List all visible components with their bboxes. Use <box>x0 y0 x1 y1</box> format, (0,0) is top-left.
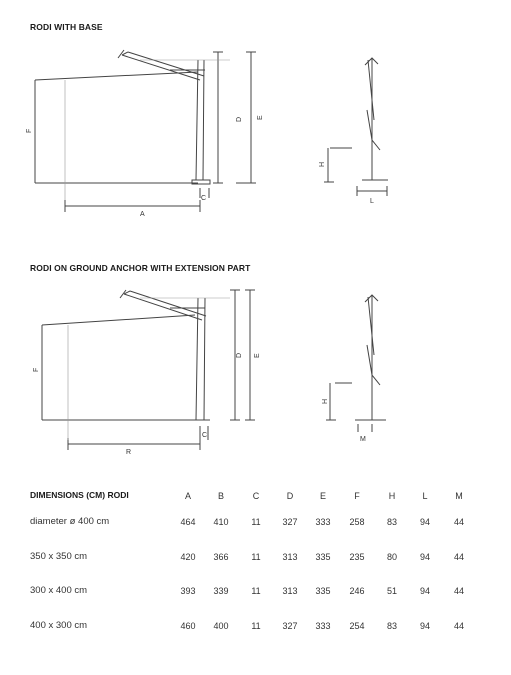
table-cell: 464 <box>180 517 196 527</box>
table-cell: 327 <box>282 517 298 527</box>
label-d2: D <box>236 352 243 358</box>
table-cell: 94 <box>419 517 430 527</box>
table-cell: 235 <box>349 552 365 562</box>
table-cell: 80 <box>386 552 397 562</box>
table-cell: 258 <box>349 517 365 527</box>
label-r: R <box>126 449 132 456</box>
col-head-c: C <box>252 491 260 501</box>
col-head-a: A <box>184 491 191 501</box>
table-cell: 410 <box>213 517 229 527</box>
table-cell: 11 <box>251 621 261 631</box>
table-cell: 44 <box>453 517 464 527</box>
dimensions-header: DIMENSIONS (CM) RODI <box>30 490 129 500</box>
table-cell: 44 <box>453 586 464 596</box>
table-cell: 83 <box>386 621 397 631</box>
row-label: diameter ø 400 cm <box>30 516 110 527</box>
label-f: F <box>26 128 33 133</box>
label-h2: H <box>322 398 329 404</box>
label-e: E <box>257 115 264 120</box>
table-cell: 460 <box>180 621 196 631</box>
col-head-b: B <box>217 491 224 501</box>
col-head-d: D <box>286 491 294 501</box>
label-a: A <box>140 211 145 218</box>
table-cell: 327 <box>282 621 298 631</box>
label-e2: E <box>254 353 261 358</box>
label-m: M <box>360 436 366 443</box>
table-cell: 335 <box>315 586 331 596</box>
label-c2: C <box>202 432 208 439</box>
section-title-ground-anchor: RODI ON GROUND ANCHOR WITH EXTENSION PART <box>30 263 251 273</box>
table-cell: 246 <box>349 586 365 596</box>
table-cell: 83 <box>386 517 397 527</box>
table-cell: 94 <box>419 586 430 596</box>
col-head-e: E <box>319 491 326 501</box>
row-label: 300 x 400 cm <box>30 585 88 596</box>
table-cell: 333 <box>315 621 331 631</box>
table-cell: 313 <box>282 586 298 596</box>
table-cell: 400 <box>213 621 229 631</box>
label-l: L <box>370 198 374 205</box>
section-title-with-base: RODI WITH BASE <box>30 22 103 32</box>
table-cell: 44 <box>453 552 464 562</box>
table-cell: 254 <box>349 621 365 631</box>
col-head-m: M <box>455 491 463 501</box>
table-cell: 94 <box>419 552 430 562</box>
label-f2: F <box>33 367 40 372</box>
label-c: C <box>201 195 207 202</box>
table-cell: 313 <box>282 552 298 562</box>
table-cell: 333 <box>315 517 331 527</box>
table-cell: 11 <box>251 552 261 562</box>
table-cell: 11 <box>251 517 261 527</box>
row-label: 400 x 300 cm <box>30 620 88 631</box>
table-cell: 335 <box>315 552 331 562</box>
col-head-h: H <box>388 491 396 501</box>
table-cell: 94 <box>419 621 430 631</box>
label-d: D <box>236 116 243 122</box>
table-cell: 11 <box>251 586 261 596</box>
label-h: H <box>319 161 326 167</box>
table-cell: 393 <box>180 586 196 596</box>
table-cell: 420 <box>180 552 196 562</box>
row-label: 350 x 350 cm <box>30 551 88 562</box>
table-cell: 51 <box>386 586 397 596</box>
table-cell: 339 <box>213 586 229 596</box>
col-head-f: F <box>354 491 360 501</box>
table-cell: 366 <box>213 552 229 562</box>
col-head-l: L <box>422 491 428 501</box>
table-cell: 44 <box>453 621 464 631</box>
